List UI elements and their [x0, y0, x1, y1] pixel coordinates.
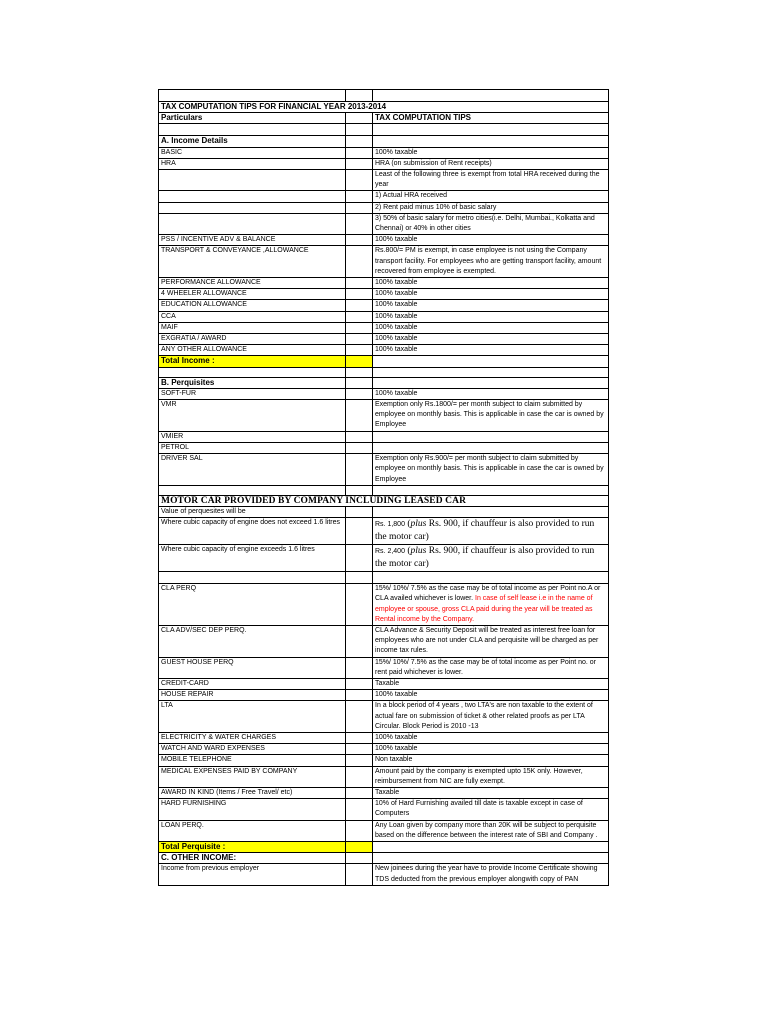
particular-label: CREDIT-CARD [159, 678, 346, 689]
empty-cell [346, 147, 373, 158]
empty-cell [346, 278, 373, 289]
table-row [159, 864, 609, 885]
empty-cell [373, 377, 609, 388]
empty-cell [346, 356, 373, 367]
particular-label: TRANSPORT & CONVEYANCE ,ALLOWANCE [159, 246, 346, 278]
tip-text: 100% taxable [373, 744, 609, 755]
table-row [159, 400, 609, 432]
empty-cell [346, 506, 373, 517]
motor-car-condition: Where cubic capacity of engine does not exceed 1.6 litres [159, 518, 346, 545]
motor-value-label: Value of perquesites will be [159, 506, 346, 517]
particular-label: MAIF [159, 322, 346, 333]
plus-text: plus [410, 546, 427, 557]
empty-cell [346, 191, 373, 202]
cla-perq-tip [373, 584, 609, 626]
section-a-heading: A. Income Details [159, 136, 346, 147]
section-c-heading: C. OTHER INCOME: [159, 853, 346, 864]
particular-label: CLA ADV/SEC DEP PERQ. [159, 625, 346, 657]
total-perq-row [159, 841, 609, 852]
empty-cell [346, 853, 373, 864]
table-row [159, 678, 609, 689]
table-row [159, 202, 609, 213]
empty-cell [346, 864, 373, 885]
empty-cell [346, 311, 373, 322]
table-row [159, 147, 609, 158]
particular-label [159, 170, 346, 191]
empty-cell [346, 690, 373, 701]
table-row [159, 454, 609, 486]
particular-label [159, 213, 346, 234]
particular-label: EXGRATIA / AWARD [159, 334, 346, 345]
total-perquisite-label: Total Perquisite : [159, 841, 346, 852]
table-row [159, 744, 609, 755]
empty-cell [346, 345, 373, 356]
empty-cell [346, 584, 373, 626]
particular-label: AWARD IN KIND (Items / Free Travel/ etc) [159, 787, 346, 798]
tip-text: 100% taxable [373, 345, 609, 356]
particular-label: MEDICAL EXPENSES PAID BY COMPANY [159, 766, 346, 787]
empty-cell [346, 388, 373, 399]
empty-cell [373, 356, 609, 367]
empty-cell [346, 246, 373, 278]
table-row [159, 334, 609, 345]
particulars-header: Particulars [159, 113, 346, 124]
particular-label: LTA [159, 701, 346, 733]
tip-text: 100% taxable [373, 289, 609, 300]
table-row [159, 388, 609, 399]
empty-cell [373, 506, 609, 517]
particular-label: LOAN PERQ. [159, 820, 346, 841]
table-row [159, 158, 609, 169]
particular-label: VMR [159, 400, 346, 432]
tip-text: HRA (on submission of Rent receipts) [373, 158, 609, 169]
blank-row [159, 124, 609, 136]
tip-text: 100% taxable [373, 300, 609, 311]
empty-cell [373, 841, 609, 852]
particular-label: HRA [159, 158, 346, 169]
table-row [159, 625, 609, 657]
particular-label: ANY OTHER ALLOWANCE [159, 345, 346, 356]
empty-cell [346, 485, 373, 495]
table-row [159, 755, 609, 766]
empty-cell [346, 572, 373, 584]
particular-label: HARD FURNISHING [159, 799, 346, 820]
empty-cell [159, 572, 346, 584]
total-income-row [159, 356, 609, 367]
tip-text: Least of the following three is exempt from total HRA received during the year [373, 170, 609, 191]
empty-cell [346, 334, 373, 345]
motor-car-heading: MOTOR CAR PROVIDED BY COMPANY INCLUDING LEASED CAR [159, 495, 609, 506]
table-row [159, 442, 609, 453]
table-row [159, 431, 609, 442]
table-row [159, 506, 609, 517]
tip-text: Amount paid by the company is exempted upto 15K only. However, reimbursement from NIC are fully exempt. [373, 766, 609, 787]
empty-cell [346, 202, 373, 213]
empty-cell [346, 367, 373, 377]
empty-cell [346, 744, 373, 755]
table-row [159, 766, 609, 787]
empty-cell [373, 853, 609, 864]
empty-cell [346, 454, 373, 486]
tip-text: Taxable [373, 787, 609, 798]
table-row [159, 799, 609, 820]
section-b-row [159, 377, 609, 388]
empty-cell [346, 518, 373, 545]
tip-text: Taxable [373, 678, 609, 689]
empty-cell [346, 442, 373, 453]
particular-label: CLA PERQ [159, 584, 346, 626]
tip-text: Exemption only Rs.1800/= per month subject to claim submitted by employee on monthly basis. This is applicable in case the car is owned by Employee [373, 400, 609, 432]
tip-text: 100% taxable [373, 334, 609, 345]
sheet-title: TAX COMPUTATION TIPS FOR FINANCIAL YEAR 2013-2014 [159, 102, 609, 113]
empty-cell [346, 678, 373, 689]
empty-cell [346, 755, 373, 766]
table-row [159, 289, 609, 300]
particular-label [159, 191, 346, 202]
cla-perq-red-note: In case of self lease i.e in the name of employee or spouse, gross CLA paid during the year will be treated as Rental income by the Company. [375, 595, 593, 623]
particular-label [159, 202, 346, 213]
tip-text: 100% taxable [373, 690, 609, 701]
table-row [159, 322, 609, 333]
tip-text: CLA Advance & Security Deposit will be treated as interest free loan for employees who are not under CLA and perquisite will be charged as per income tax rules. [373, 625, 609, 657]
tax-computation-sheet [158, 89, 609, 886]
cla-perq-text: 15%/ 10%/ 7.5% as the case may be of total income as per Point no.A or CLA availed whichever is lower. [375, 585, 601, 603]
tip-text: 100% taxable [373, 147, 609, 158]
table-row [159, 820, 609, 841]
blank-row [159, 90, 609, 102]
empty-cell [346, 799, 373, 820]
particular-label: PETROL [159, 442, 346, 453]
empty-cell [346, 235, 373, 246]
tip-text: 10% of Hard Furnishing availed till date is taxable except in case of Computers [373, 799, 609, 820]
tip-text: 100% taxable [373, 388, 609, 399]
empty-cell [346, 400, 373, 432]
particular-label: VMIER [159, 431, 346, 442]
total-income-label: Total Income : [159, 356, 346, 367]
table-row [159, 170, 609, 191]
tip-text: Exemption only Rs.900/= per month subject to claim submitted by employee on monthly basis. This is applicable in case the car is owned by Employee [373, 454, 609, 486]
table-row [159, 584, 609, 626]
empty-cell [346, 431, 373, 442]
amount-text: Rs. 2,400 [375, 548, 405, 556]
blank-row [159, 572, 609, 584]
tip-text: 15%/ 10%/ 7.5% as the case may be of total income as per Point no. or rent paid whichever is lower. [373, 657, 609, 678]
tip-text: Rs.800/= PM is exempt, in case employee is not using the Company transport facility. For employees who are getting transport facility, amount recovered from employee is exempted. [373, 246, 609, 278]
tip-text: 1) Actual HRA received [373, 191, 609, 202]
empty-cell [346, 322, 373, 333]
motor-heading-row [159, 495, 609, 506]
empty-cell [373, 367, 609, 377]
chauffeur-text: Rs. 900, if chauffeur is also provided to run the motor car) [375, 546, 595, 570]
tip-text: 100% taxable [373, 732, 609, 743]
empty-cell [159, 367, 346, 377]
particular-label: DRIVER SAL [159, 454, 346, 486]
particular-label: PSS / INCENTIVE ADV & BALANCE [159, 235, 346, 246]
empty-cell [159, 485, 346, 495]
table-row [159, 246, 609, 278]
tip-text: 100% taxable [373, 235, 609, 246]
particular-label: Income from previous employer [159, 864, 346, 885]
table-row [159, 732, 609, 743]
table-row [159, 345, 609, 356]
motor-car-value [373, 545, 609, 572]
tip-text: 2) Rent paid minus 10% of basic salary [373, 202, 609, 213]
particular-label: BASIC [159, 147, 346, 158]
table-row [159, 278, 609, 289]
particular-label: MOBILE TELEPHONE [159, 755, 346, 766]
section-c-row [159, 853, 609, 864]
blank-row [159, 367, 609, 377]
tip-text: Any Loan given by company more than 20K will be subject to perquisite based on the difference between the interest rate of SBI and Company . [373, 820, 609, 841]
particular-label: SOFT-FUR [159, 388, 346, 399]
particular-label: ELECTRICITY & WATER CHARGES [159, 732, 346, 743]
empty-cell [346, 766, 373, 787]
tip-text: 100% taxable [373, 311, 609, 322]
paren-text: ( [404, 519, 411, 530]
table-row [159, 191, 609, 202]
empty-cell [346, 213, 373, 234]
table-row [159, 518, 609, 545]
particular-label: HOUSE REPAIR [159, 690, 346, 701]
tip-text: 100% taxable [373, 322, 609, 333]
tip-text [373, 442, 609, 453]
tip-text: Non taxable [373, 755, 609, 766]
empty-cell [346, 732, 373, 743]
empty-cell [346, 377, 373, 388]
motor-car-condition: Where cubic capacity of engine exceeds 1.6 litres [159, 545, 346, 572]
empty-cell [346, 657, 373, 678]
table-row [159, 657, 609, 678]
title-row [159, 102, 609, 113]
table-row [159, 545, 609, 572]
tip-text: In a block period of 4 years , two LTA's are non taxable to the extent of actual fare on submission of ticket & other related proofs as per LTA Circular. Block Period is 2010 -13 [373, 701, 609, 733]
tip-text [373, 431, 609, 442]
particular-label: PERFORMANCE ALLOWANCE [159, 278, 346, 289]
empty-cell [346, 820, 373, 841]
empty-cell [373, 485, 609, 495]
empty-cell [346, 545, 373, 572]
tip-text: 100% taxable [373, 278, 609, 289]
table-row [159, 213, 609, 234]
section-b-heading: B. Perquisites [159, 377, 346, 388]
particular-label: 4 WHEELER ALLOWANCE [159, 289, 346, 300]
empty-cell [346, 300, 373, 311]
column-header-row [159, 113, 609, 124]
empty-cell [373, 572, 609, 584]
table-row [159, 701, 609, 733]
particular-label: CCA [159, 311, 346, 322]
section-a-row [159, 136, 609, 147]
table-row [159, 300, 609, 311]
empty-cell [346, 625, 373, 657]
empty-cell [346, 170, 373, 191]
amount-text: Rs. 1,800 [375, 521, 405, 529]
empty-cell [346, 841, 373, 852]
motor-car-value [373, 518, 609, 545]
particular-label: WATCH AND WARD EXPENSES [159, 744, 346, 755]
table-row [159, 311, 609, 322]
plus-text: plus [410, 519, 427, 530]
blank-row [159, 485, 609, 495]
empty-cell [346, 701, 373, 733]
table-row [159, 235, 609, 246]
paren-text: ( [404, 546, 411, 557]
chauffeur-text: Rs. 900, if chauffeur is also provided to run the motor car) [375, 519, 595, 543]
tips-header: TAX COMPUTATION TIPS [373, 113, 609, 124]
particular-label: EDUCATION ALLOWANCE [159, 300, 346, 311]
empty-cell [346, 289, 373, 300]
tip-text: New joinees during the year have to provide Income Certificate showing TDS deducted from the previous employer alongwith copy of PAN [373, 864, 609, 885]
tip-text: 3) 50% of basic salary for metro cities(i.e. Delhi, Mumbai., Kolkatta and Chennai) or 40% in other cities [373, 213, 609, 234]
empty-cell [346, 787, 373, 798]
table-row [159, 787, 609, 798]
empty-cell [346, 158, 373, 169]
particular-label: GUEST HOUSE PERQ [159, 657, 346, 678]
table-row [159, 690, 609, 701]
sheet-body [159, 90, 609, 886]
